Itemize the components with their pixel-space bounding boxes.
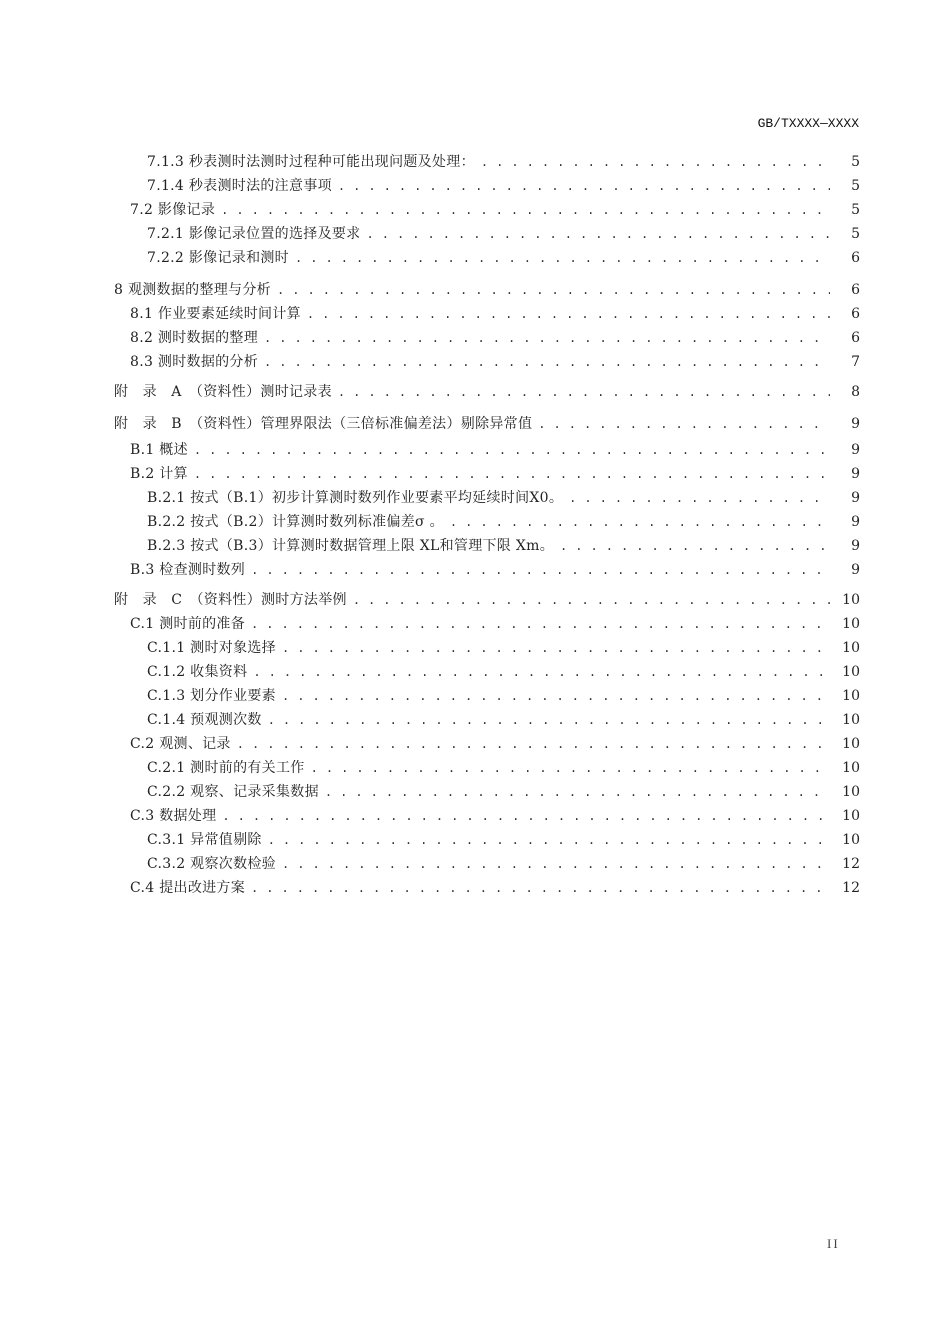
toc-entry[interactable] bbox=[130, 559, 860, 581]
dot-leader bbox=[251, 877, 830, 899]
dot-leader bbox=[338, 175, 830, 197]
toc-entry[interactable] bbox=[130, 327, 860, 349]
toc-entry[interactable] bbox=[147, 637, 860, 659]
toc-entry-title: 附 录 C （资料性）测时方法举例 bbox=[114, 592, 347, 608]
toc-entry[interactable] bbox=[130, 877, 860, 899]
page-number-footer: II bbox=[827, 1236, 840, 1251]
toc-entry-title: 8.1 作业要素延续时间计算 bbox=[130, 306, 301, 322]
dot-leader bbox=[282, 637, 830, 659]
dot-leader bbox=[251, 559, 830, 581]
page-header-doc-code: GB/TXXXX—XXXX bbox=[757, 116, 859, 131]
toc-entry-title: 8.3 测时数据的分析 bbox=[130, 354, 259, 370]
toc-entry[interactable] bbox=[147, 151, 860, 173]
toc-entry[interactable] bbox=[147, 175, 860, 197]
dot-leader bbox=[295, 247, 830, 269]
toc-entry[interactable] bbox=[147, 829, 860, 851]
toc-entry-title: C.1.1 测时对象选择 bbox=[147, 640, 276, 656]
toc-entry[interactable] bbox=[130, 199, 860, 221]
toc-entry-title: C.1.3 划分作业要素 bbox=[147, 688, 276, 704]
dot-leader bbox=[268, 709, 830, 731]
toc-entry-page-number: 5 bbox=[851, 178, 860, 194]
toc-entry-title: 7.1.4 秒表测时法的注意事项 bbox=[147, 178, 332, 194]
toc-entry-title: B.1 概述 bbox=[130, 442, 188, 458]
toc-entry-page-number: 10 bbox=[842, 616, 860, 632]
dot-leader bbox=[481, 151, 830, 173]
dot-leader bbox=[194, 439, 830, 461]
toc-entry-page-number: 10 bbox=[842, 808, 860, 824]
toc-entry-page-number: 9 bbox=[851, 466, 860, 482]
toc-entry-page-number: 10 bbox=[842, 640, 860, 656]
toc-entry-page-number: 10 bbox=[842, 832, 860, 848]
toc-entry[interactable] bbox=[130, 303, 860, 325]
toc-entry-page-number: 7 bbox=[851, 354, 860, 370]
toc-entry[interactable] bbox=[114, 413, 860, 435]
toc-entry-title: 附 录 B （资料性）管理界限法（三倍标准偏差法）剔除异常值 bbox=[114, 416, 533, 432]
dot-leader bbox=[325, 781, 830, 803]
toc-entry-title: B.2 计算 bbox=[130, 466, 188, 482]
toc-entry[interactable] bbox=[114, 279, 860, 301]
toc-entry[interactable] bbox=[147, 511, 860, 533]
toc-entry[interactable] bbox=[130, 463, 860, 485]
dot-leader bbox=[251, 613, 830, 635]
toc-entry[interactable] bbox=[147, 781, 860, 803]
dot-leader bbox=[194, 463, 830, 485]
toc-entry-page-number: 9 bbox=[851, 562, 860, 578]
toc-entry-page-number: 5 bbox=[851, 226, 860, 242]
toc-entry-title: B.2.2 按式（B.2）计算测时数列标准偏差σ 。 bbox=[147, 514, 444, 530]
dot-leader bbox=[282, 685, 830, 707]
dot-leader bbox=[237, 733, 830, 755]
toc-entry-page-number: 10 bbox=[842, 736, 860, 752]
toc-entry[interactable] bbox=[147, 757, 860, 779]
toc-entry[interactable] bbox=[130, 613, 860, 635]
toc-entry-page-number: 10 bbox=[842, 760, 860, 776]
dot-leader bbox=[450, 511, 830, 533]
dot-leader bbox=[282, 853, 830, 875]
toc-entry-title: C.1.2 收集资料 bbox=[147, 664, 248, 680]
toc-entry-page-number: 6 bbox=[851, 282, 860, 298]
toc-entry-title: 8.2 测时数据的整理 bbox=[130, 330, 259, 346]
toc-entry-title: 7.2.2 影像记录和测时 bbox=[147, 250, 289, 266]
toc-entry-page-number: 10 bbox=[842, 688, 860, 704]
toc-entry-title: 7.2 影像记录 bbox=[130, 202, 216, 218]
toc-entry-title: C.1 测时前的准备 bbox=[130, 616, 246, 632]
toc-entry[interactable] bbox=[130, 805, 860, 827]
toc-entry-title: 7.2.1 影像记录位置的选择及要求 bbox=[147, 226, 361, 242]
dot-leader bbox=[538, 413, 830, 435]
toc-entry[interactable] bbox=[114, 589, 860, 611]
toc-entry-title: 8 观测数据的整理与分析 bbox=[114, 282, 271, 298]
toc-entry-page-number: 10 bbox=[842, 784, 860, 800]
toc-entry[interactable] bbox=[147, 247, 860, 269]
dot-leader bbox=[277, 279, 830, 301]
dot-leader bbox=[311, 757, 830, 779]
toc-entry-page-number: 8 bbox=[851, 384, 860, 400]
toc-entry[interactable] bbox=[147, 661, 860, 683]
toc-entry-page-number: 6 bbox=[851, 250, 860, 266]
toc-entry[interactable] bbox=[114, 381, 860, 403]
dot-leader bbox=[253, 661, 830, 683]
dot-leader bbox=[338, 381, 830, 403]
toc-entry-title: B.3 检查测时数列 bbox=[130, 562, 246, 578]
toc-entry[interactable] bbox=[147, 535, 860, 557]
dot-leader bbox=[221, 199, 830, 221]
dot-leader bbox=[366, 223, 830, 245]
toc-entry-page-number: 12 bbox=[842, 880, 860, 896]
toc-entry-page-number: 5 bbox=[851, 202, 860, 218]
toc-entry-title: C.3 数据处理 bbox=[130, 808, 217, 824]
toc-entry-page-number: 9 bbox=[851, 442, 860, 458]
dot-leader bbox=[222, 805, 830, 827]
toc-entry[interactable] bbox=[130, 439, 860, 461]
toc-entry-page-number: 6 bbox=[851, 330, 860, 346]
toc-entry-title: C.3.2 观察次数检验 bbox=[147, 856, 276, 872]
toc-entry-title: C.3.1 异常值剔除 bbox=[147, 832, 262, 848]
dot-leader bbox=[353, 589, 830, 611]
toc-entry-page-number: 10 bbox=[842, 664, 860, 680]
toc-entry-page-number: 9 bbox=[851, 514, 860, 530]
toc-entry-title: C.2 观测、记录 bbox=[130, 736, 231, 752]
toc-entry-page-number: 9 bbox=[851, 416, 860, 432]
toc-entry-page-number: 9 bbox=[851, 490, 860, 506]
toc-entry-title: C.4 提出改进方案 bbox=[130, 880, 246, 896]
toc-entry-page-number: 9 bbox=[851, 538, 860, 554]
dot-leader bbox=[560, 535, 830, 557]
toc-entry-title: 附 录 A （资料性）测时记录表 bbox=[114, 384, 332, 400]
toc-entry[interactable] bbox=[130, 351, 860, 373]
toc-entry-page-number: 5 bbox=[851, 154, 860, 170]
toc-entry[interactable] bbox=[147, 709, 860, 731]
toc-entry[interactable] bbox=[147, 685, 860, 707]
toc-entry-title: 7.1.3 秒表测时法测时过程种可能出现问题及处理： bbox=[147, 154, 475, 170]
toc-entry-title: C.2.1 测时前的有关工作 bbox=[147, 760, 305, 776]
toc-entry-title: C.2.2 观察、记录采集数据 bbox=[147, 784, 319, 800]
toc-entry-title: C.1.4 预观测次数 bbox=[147, 712, 262, 728]
toc-entry[interactable] bbox=[130, 733, 860, 755]
dot-leader bbox=[268, 829, 830, 851]
toc-entry[interactable] bbox=[147, 223, 860, 245]
dot-leader bbox=[569, 487, 830, 509]
toc-entry-title: B.2.3 按式（B.3）计算测时数据管理上限 XL和管理下限 Xm。 bbox=[147, 538, 555, 554]
toc-entry-page-number: 10 bbox=[842, 712, 860, 728]
toc-entry-page-number: 6 bbox=[851, 306, 860, 322]
toc-entry[interactable] bbox=[147, 853, 860, 875]
toc-entry-page-number: 10 bbox=[842, 592, 860, 608]
dot-leader bbox=[264, 351, 830, 373]
toc-entry-title: B.2.1 按式（B.1）初步计算测时数列作业要素平均延续时间X0。 bbox=[147, 490, 564, 506]
toc-entry[interactable] bbox=[147, 487, 860, 509]
toc-entry-page-number: 12 bbox=[842, 856, 860, 872]
dot-leader bbox=[307, 303, 830, 325]
dot-leader bbox=[264, 327, 830, 349]
